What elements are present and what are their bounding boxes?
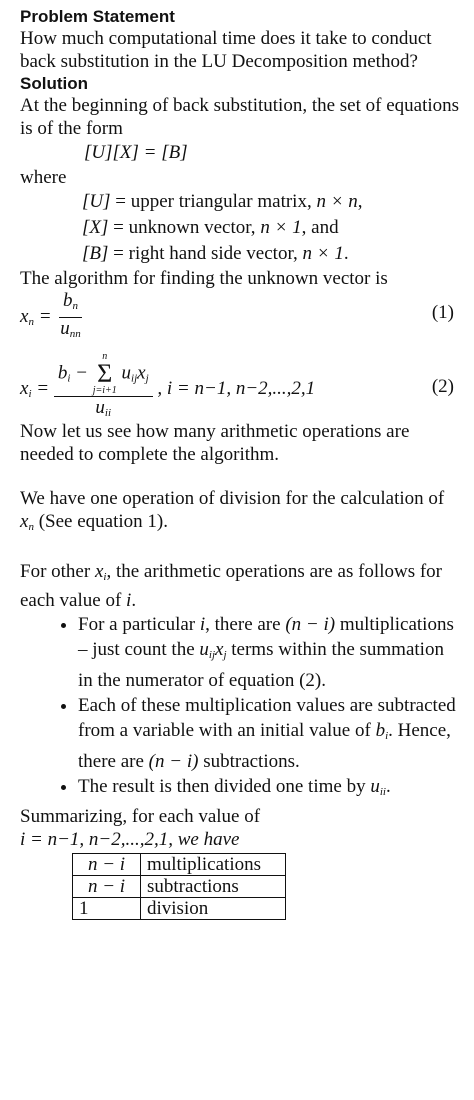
table-cell-op: subtractions xyxy=(141,876,286,898)
table-row xyxy=(73,876,286,898)
solution-heading: Solution xyxy=(20,74,88,93)
document-page xyxy=(20,6,460,920)
equation-1-number: (1) xyxy=(431,302,454,323)
def-b-text: right hand side vector, xyxy=(128,243,298,264)
table-cell-count: n − i xyxy=(73,854,141,876)
def-u: [U] = upper triangular matrix, n × n, xyxy=(82,191,363,212)
other-statement: For other $x_i$, the arithmetic operations are as follows for each value of i. xyxy=(20,561,442,611)
def-x-text: unknown vector, xyxy=(128,217,256,238)
equation-2-number: (2) xyxy=(431,376,454,397)
algorithm-intro: The algorithm for finding the unknown vector is xyxy=(20,268,388,289)
equation-1: $x_n$ = $\frac{b_n}{u_{nn}}$ (1) xyxy=(20,290,454,340)
equation-2: $x_i$ = $b_i$ − n Σ j=i+1 $u_{ij}x_j$ $u_{ii}$ , i = n−1, n−2,...,2,1 (2) xyxy=(20,351,454,419)
matrix-equation: [U][X] = [B] xyxy=(84,142,188,163)
table-row xyxy=(73,898,286,920)
table-cell-count: n − i xyxy=(73,876,141,898)
table-cell-op: multiplications xyxy=(141,854,286,876)
table-cell-count: 1 xyxy=(73,898,141,920)
problem-text: How much computational time does it take to conduct back substitution in the LU Decomposition method? xyxy=(20,28,432,72)
bullet-division: • The result is then divided one time by $u_{ii}$. xyxy=(78,774,460,805)
summary-line-2: i = n−1, n−2,...,2,1, we have xyxy=(20,829,240,850)
equation-2-range: , i = n−1, n−2,...,2,1 xyxy=(157,378,316,400)
table-row xyxy=(73,854,286,876)
bullet-subtractions: • Each of these multiplication values are subtracted from a variable with an initial value of $b_i$. Hence, there are (n − i) subtractions. xyxy=(78,693,460,774)
def-x: [X] = unknown vector, n × 1, and xyxy=(82,217,339,238)
solution-intro: At the beginning of back substitution, the set of equations is of the form xyxy=(20,95,460,139)
division-statement: We have one operation of division for the calculation of $x_n$ (See equation 1). xyxy=(20,488,445,533)
operations-list xyxy=(20,612,460,805)
bullet-multiplications: • For a particular i, there are (n − i) multiplications – just count the $u_{ij}x_j$ terms within the summation in the numerator of equation (2). xyxy=(78,612,460,693)
where-label: where xyxy=(20,167,67,188)
summary-line-1: Summarizing, for each value of xyxy=(20,806,261,827)
table-cell-op: division xyxy=(141,898,286,920)
def-b: [B] = right hand side vector, n × 1. xyxy=(82,243,349,264)
problem-heading: Problem Statement xyxy=(20,7,175,26)
def-u-text: upper triangular matrix, xyxy=(130,191,312,212)
operations-table xyxy=(72,853,286,920)
count-intro: Now let us see how many arithmetic operations are needed to complete the algorithm. xyxy=(20,421,410,465)
